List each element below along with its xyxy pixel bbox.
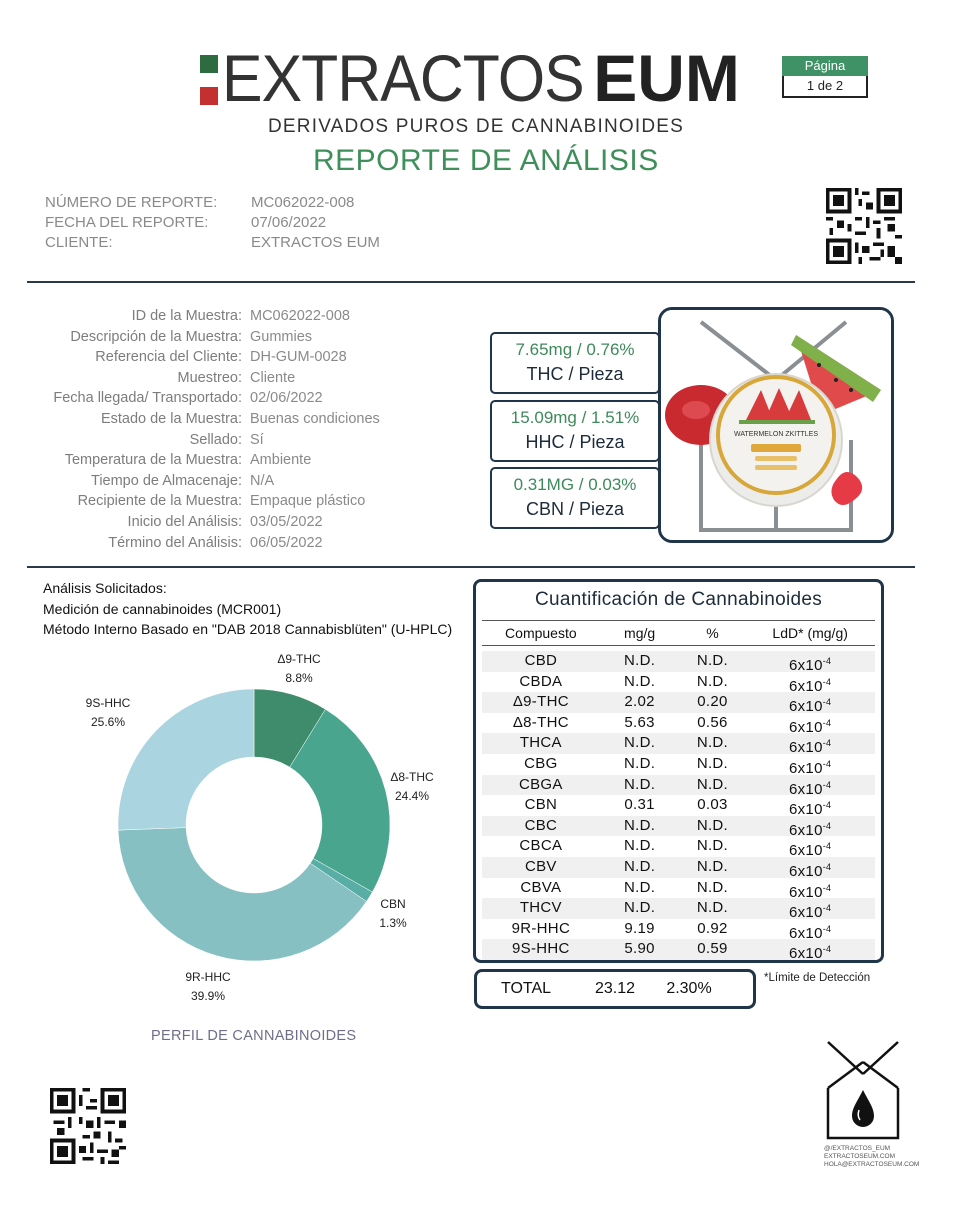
cell-percent: 0.20 <box>697 693 728 711</box>
brand-house-logo <box>824 1038 920 1168</box>
table-body <box>482 651 875 963</box>
email-link[interactable]: HOLA@EXTRACTOSEUM.COM <box>824 1161 920 1168</box>
cell-percent: N.D. <box>696 837 729 855</box>
quantification-table <box>473 579 884 963</box>
header-percent: % <box>706 625 719 641</box>
header-compound: Compuesto <box>505 625 577 641</box>
cell-compound: CBG <box>524 754 558 772</box>
sample-label: Sellado: <box>189 431 242 448</box>
ldd-base: 6x10 <box>788 801 823 819</box>
total-mg: 23.12 <box>594 980 636 997</box>
ldd-exponent: -4 <box>822 758 832 769</box>
cell-compound: CBV <box>524 857 557 875</box>
ldd-base: 6x10 <box>788 739 823 757</box>
sample-value: Sí <box>250 431 264 448</box>
sample-label: Muestreo: <box>177 369 242 386</box>
cell-percent: N.D. <box>696 878 729 896</box>
sample-value: Empaque plástico <box>250 493 366 510</box>
table-row <box>482 754 875 775</box>
thc-summary-value: 7.65mg / 0.76% <box>515 340 635 359</box>
page-indicator <box>782 56 868 100</box>
product-label-text: WATERMELON ZKITTLES <box>733 431 819 438</box>
table-row <box>482 878 875 899</box>
sample-label: ID de la Muestra: <box>131 308 242 324</box>
sample-value: MC062022-008 <box>250 308 350 324</box>
sample-value: 06/05/2022 <box>250 534 323 551</box>
ldd-base: 6x10 <box>788 924 823 942</box>
cell-compound: CBCA <box>519 837 563 855</box>
table-row <box>482 692 875 716</box>
table-header <box>482 620 875 646</box>
cell-percent: N.D. <box>696 775 729 793</box>
cell-compound: 9R-HHC <box>511 919 571 937</box>
logo-bold-text: EUM <box>593 41 740 115</box>
sample-value: Cliente <box>250 369 296 386</box>
cell-ldd <box>745 672 875 693</box>
house-drop-icon <box>824 1038 902 1140</box>
cell-mg: N.D. <box>624 754 656 772</box>
qr-code-icon[interactable] <box>826 188 902 264</box>
cell-percent: N.D. <box>696 672 729 690</box>
sample-value: Buenas condiciones <box>250 410 380 427</box>
sample-label: Tiempo de Almacenaje: <box>91 472 242 489</box>
cell-compound: Δ9-THC <box>512 693 569 711</box>
report-number-value: MC062022-008 <box>251 194 355 211</box>
ldd-base: 6x10 <box>788 718 823 736</box>
social-handle[interactable]: @/EXTRACTOS_EUM <box>824 1145 891 1152</box>
sample-value: Gummies <box>250 328 313 345</box>
total-percent: 2.30% <box>666 980 712 997</box>
ldd-exponent: -4 <box>822 861 832 872</box>
sample-label: Referencia del Cliente: <box>95 349 242 366</box>
ldd-exponent: -4 <box>822 779 832 790</box>
cell-mg: 0.31 <box>624 796 655 814</box>
total-box <box>474 969 756 1009</box>
report-date-value: 07/06/2022 <box>251 214 327 231</box>
sample-value: Ambiente <box>250 452 312 469</box>
ldd-exponent: -4 <box>822 903 832 914</box>
sample-label: Inicio del Análisis: <box>127 513 242 530</box>
cell-mg: N.D. <box>624 857 656 875</box>
ldd-exponent: -4 <box>822 882 832 893</box>
ldd-base: 6x10 <box>788 842 823 860</box>
cell-mg: N.D. <box>624 775 656 793</box>
sample-value: 03/05/2022 <box>250 513 323 530</box>
header-ldd: LdD* (mg/g) <box>772 625 848 641</box>
chart-title: PERFIL DE CANNABINOIDES <box>151 1028 357 1044</box>
ldd-base: 6x10 <box>788 862 823 880</box>
cell-percent: 0.59 <box>697 940 728 958</box>
table-row <box>482 775 875 796</box>
ldd-exponent: -4 <box>822 923 832 934</box>
cell-ldd <box>745 713 875 734</box>
analysis-method-code: Medición de cannabinoides (MCR001) <box>43 600 282 617</box>
cell-percent: 0.03 <box>697 796 728 814</box>
website-link[interactable]: EXTRACTOSEUM.COM <box>824 1153 896 1160</box>
divider-top <box>27 281 915 283</box>
cell-percent: N.D. <box>696 899 729 917</box>
cell-mg: 2.02 <box>624 693 655 711</box>
ldd-exponent: -4 <box>822 841 832 852</box>
sample-value: DH-GUM-0028 <box>250 349 347 366</box>
cell-mg: N.D. <box>624 816 656 834</box>
sample-info-labels <box>53 306 242 553</box>
ldd-exponent: -4 <box>822 717 832 728</box>
slice-value: 8.8% <box>285 671 313 685</box>
cell-ldd <box>745 878 875 899</box>
cell-ldd <box>745 733 875 757</box>
total-label: TOTAL <box>500 980 552 997</box>
cell-ldd <box>745 857 875 878</box>
cell-mg: N.D. <box>624 672 656 690</box>
slice-label: 9R-HHC <box>185 970 231 984</box>
cell-compound: THCA <box>519 734 562 752</box>
slice-value: 39.9% <box>190 989 226 1003</box>
cell-ldd <box>745 651 875 672</box>
cell-compound: CBD <box>524 652 558 669</box>
ldd-exponent: -4 <box>822 738 832 749</box>
table-row <box>482 919 875 940</box>
sample-value: N/A <box>250 472 275 489</box>
cbn-summary-label: CBN / Pieza <box>525 499 625 519</box>
cell-mg: N.D. <box>624 878 656 896</box>
analysis-heading: Análisis Solicitados: <box>43 580 167 596</box>
cell-compound: THCV <box>519 899 562 917</box>
cell-ldd <box>745 775 875 796</box>
ldd-base: 6x10 <box>788 780 823 798</box>
ldd-exponent: -4 <box>822 656 832 666</box>
table-row <box>482 713 875 734</box>
table-row <box>482 651 875 672</box>
report-number-label: NÚMERO DE REPORTE: <box>45 194 218 211</box>
cell-percent: N.D. <box>696 857 729 875</box>
table-row <box>482 857 875 878</box>
sample-label: Estado de la Muestra: <box>100 410 242 427</box>
cbn-summary-box <box>490 467 660 529</box>
table-row <box>482 898 875 922</box>
ldd-base: 6x10 <box>788 759 823 777</box>
thc-summary-label: THC / Pieza <box>526 364 624 384</box>
report-meta-values <box>251 193 380 253</box>
client-value: EXTRACTOS EUM <box>251 234 380 251</box>
cell-ldd <box>745 692 875 716</box>
cell-ldd <box>745 919 875 940</box>
cell-mg: 5.90 <box>624 940 655 958</box>
slice-label: Δ9-THC <box>277 652 321 666</box>
ldd-base: 6x10 <box>788 883 823 901</box>
ldd-base: 6x10 <box>788 677 823 695</box>
sample-label: Temperatura de la Muestra: <box>64 452 242 469</box>
cannabinoid-donut-chart <box>60 640 480 1020</box>
tagline: DERIVADOS PUROS DE CANNABINOIDES <box>268 116 685 137</box>
cell-mg: 9.19 <box>624 919 655 937</box>
ldd-base: 6x10 <box>788 698 823 716</box>
page-value: 1 de 2 <box>782 76 868 98</box>
table-title: Cuantificación de Cannabinoides <box>534 589 823 610</box>
divider-middle <box>27 566 915 568</box>
ldd-exponent: -4 <box>822 800 832 811</box>
analysis-method-reference: Método Interno Basado en "DAB 2018 Cannabisblüten" (U-HPLC) <box>43 621 453 637</box>
ldd-exponent: -4 <box>822 820 832 831</box>
sample-label: Fecha llegada/ Transportado: <box>53 390 242 407</box>
cell-mg: N.D. <box>624 899 656 917</box>
ldd-base: 6x10 <box>788 945 823 963</box>
ldd-base: 6x10 <box>788 904 823 922</box>
report-date-label: FECHA DEL REPORTE: <box>45 214 209 231</box>
page-title: REPORTE DE ANÁLISIS <box>313 144 659 177</box>
ldd-base: 6x10 <box>788 657 823 674</box>
hhc-summary-value: 15.09mg / 1.51% <box>510 408 640 427</box>
qr-code-icon[interactable] <box>50 1088 126 1164</box>
cell-mg: 5.63 <box>624 713 655 731</box>
thc-summary-box <box>490 332 660 394</box>
cell-compound: 9S-HHC <box>512 940 570 958</box>
slice-value: 25.6% <box>90 715 126 729</box>
cell-ldd <box>745 836 875 860</box>
ldd-exponent: -4 <box>822 676 832 687</box>
cell-compound: CBDA <box>519 672 563 690</box>
cell-ldd <box>745 939 875 963</box>
cell-compound: CBC <box>524 816 558 834</box>
cell-percent: N.D. <box>696 734 729 752</box>
cell-compound: CBN <box>524 796 558 814</box>
cell-percent: 0.56 <box>697 713 728 731</box>
donut-slice <box>118 689 254 830</box>
cell-ldd <box>745 898 875 922</box>
logo-light-text: EXTRACTOS <box>222 41 584 115</box>
detection-limit-footnote: *Límite de Detección <box>764 972 871 984</box>
ldd-exponent: -4 <box>822 944 832 955</box>
cell-compound: CBGA <box>518 775 563 793</box>
sample-label: Término del Análisis: <box>108 534 242 551</box>
logo-mark <box>200 55 218 103</box>
cell-ldd <box>745 816 875 837</box>
slice-label: 9S-HHC <box>85 696 131 710</box>
cell-mg: N.D. <box>624 652 656 669</box>
ldd-base: 6x10 <box>788 821 823 839</box>
table-row <box>482 939 875 963</box>
cell-compound: Δ8-THC <box>512 713 569 731</box>
slice-label: CBN <box>380 897 406 911</box>
cell-compound: CBVA <box>520 878 562 896</box>
sample-value: 02/06/2022 <box>250 390 323 407</box>
table-row <box>482 795 875 819</box>
report-meta-labels <box>45 193 217 253</box>
product-photo <box>658 307 894 543</box>
cell-percent: N.D. <box>696 754 729 772</box>
analysis-requested <box>43 578 452 640</box>
slice-value: 24.4% <box>394 789 430 803</box>
table-row <box>482 816 875 837</box>
ldd-exponent: -4 <box>822 697 832 708</box>
cell-ldd <box>745 754 875 775</box>
cell-mg: N.D. <box>624 837 656 855</box>
table-row <box>482 672 875 693</box>
cell-mg: N.D. <box>624 734 656 752</box>
cell-ldd <box>745 795 875 819</box>
cbn-summary-value: 0.31MG / 0.03% <box>513 475 637 494</box>
slice-label: Δ8-THC <box>390 770 434 784</box>
hhc-summary-box <box>490 400 660 462</box>
sample-label: Recipiente de la Muestra: <box>77 493 242 510</box>
cell-percent: N.D. <box>696 816 729 834</box>
cell-percent: N.D. <box>696 652 729 669</box>
brand-logo <box>222 40 740 116</box>
page-label: Página <box>782 56 868 76</box>
sample-label: Descripción de la Muestra: <box>70 328 242 345</box>
cell-percent: 0.92 <box>697 919 728 937</box>
client-label: CLIENTE: <box>45 234 113 251</box>
table-row <box>482 836 875 860</box>
slice-value: 1.3% <box>379 916 407 930</box>
header-mg: mg/g <box>624 625 656 641</box>
sample-info-values <box>250 306 380 553</box>
hhc-summary-label: HHC / Pieza <box>525 432 625 452</box>
table-row <box>482 733 875 757</box>
